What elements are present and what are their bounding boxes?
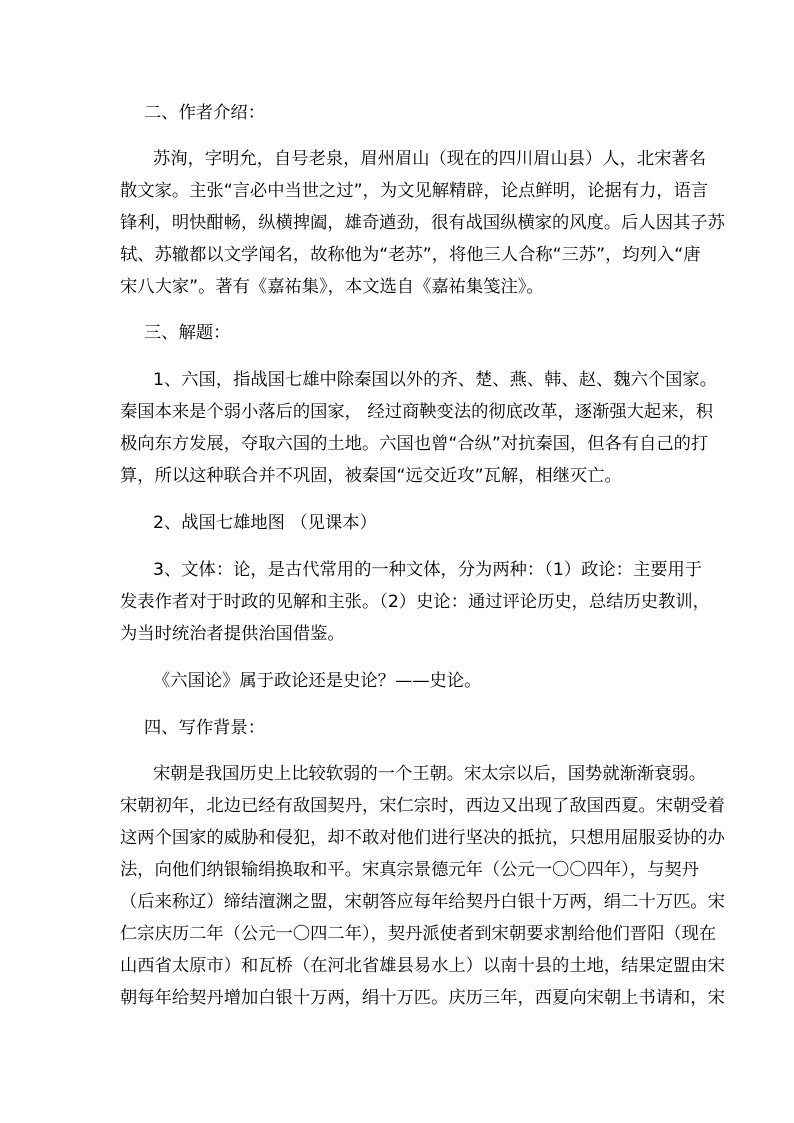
title-p1-line-4: 算，所以这种联合并不巩固，被秦国“远交近攻”瓦解，相继灭亡。 — [120, 466, 622, 486]
background-line-1: 宋朝是我国历史上比较软弱的一个王朝。宋太宗以后，国势就渐渐衰弱。 — [153, 764, 707, 784]
title-p1-line-2: 秦国本来是个弱小落后的国家， 经过商鞅变法的彻底改革，逐渐强大起来，积 — [120, 402, 714, 422]
title-p3-line-1: 3、文体：论，是古代常用的一种文体，分为两种：（1）政论：主要用于 — [153, 560, 703, 580]
background-line-6: 仁宗庆历二年（公元一〇四二年），契丹派使者到宋朝要求割给他们晋阳（现在 — [120, 924, 717, 944]
background-line-2: 宋朝初年，北边已经有敌国契丹，宋仁宗时，西边又出现了敌国西夏。宋朝受着 — [120, 796, 725, 816]
title-p3-line-2: 发表作者对于时政的见解和主张。（2）史论：通过评论历史，总结历史教训， — [120, 592, 710, 612]
background-line-4: 法，向他们纳银输绢换取和平。宋真宗景德元年（公元一〇〇四年），与契丹 — [120, 860, 699, 880]
background-line-8: 朝每年给契丹增加白银十万两，绢十万匹。庆历三年，西夏向宋朝上书请和，宋 — [120, 988, 725, 1008]
title-p1-line-3: 极向东方发展，夺取六国的土地。六国也曾“合纵”对抗秦国，但各有自己的打 — [120, 434, 709, 454]
author-line-5: 宋八大家”。著有《嘉祐集》，本文选自《嘉祐集笺注》。 — [120, 277, 544, 297]
author-line-2: 散文家。主张“言必中当世之过”，为文见解精辟，论点鲜明，论据有力，语言 — [120, 181, 709, 201]
section-heading-title: 三、解题： — [144, 323, 231, 343]
section-heading-author: 二、作者介绍： — [144, 103, 265, 123]
background-line-3: 这两个国家的威胁和侵犯，却不敢对他们进行坚决的抵抗，只想用屈服妥协的办 — [120, 828, 725, 848]
title-p2: 2、战国七雄地图 （见课本） — [153, 513, 377, 533]
author-line-3: 锋利，明快酣畅，纵横捭阖，雄奇遒劲，很有战国纵横家的风度。后人因其子苏 — [120, 213, 725, 233]
title-p1-line-1: 1、六国，指战国七雄中除秦国以外的齐、楚、燕、韩、赵、魏六个国家。 — [153, 370, 717, 390]
section-heading-background: 四、写作背景： — [144, 718, 265, 738]
title-p3-line-3: 为当时统治者提供治国借鉴。 — [120, 624, 345, 644]
title-p4: 《六国论》属于政论还是史论？——史论。 — [153, 671, 482, 691]
background-line-5: （后来称辽）缔结澶渊之盟，宋朝答应每年给契丹白银十万两，绢二十万匹。宋 — [120, 892, 725, 912]
background-line-7: 山西省太原市）和瓦桥（在河北省雄县易水上）以南十县的土地，结果定盟由宋 — [120, 956, 725, 976]
author-line-4: 轼、苏辙都以文学闻名，故称他为“老苏”，将他三人合称“三苏”，均列入“唐 — [120, 245, 701, 265]
author-line-1: 苏洵，字明允，自号老泉，眉州眉山（现在的四川眉山县）人，北宋著名 — [153, 149, 707, 169]
